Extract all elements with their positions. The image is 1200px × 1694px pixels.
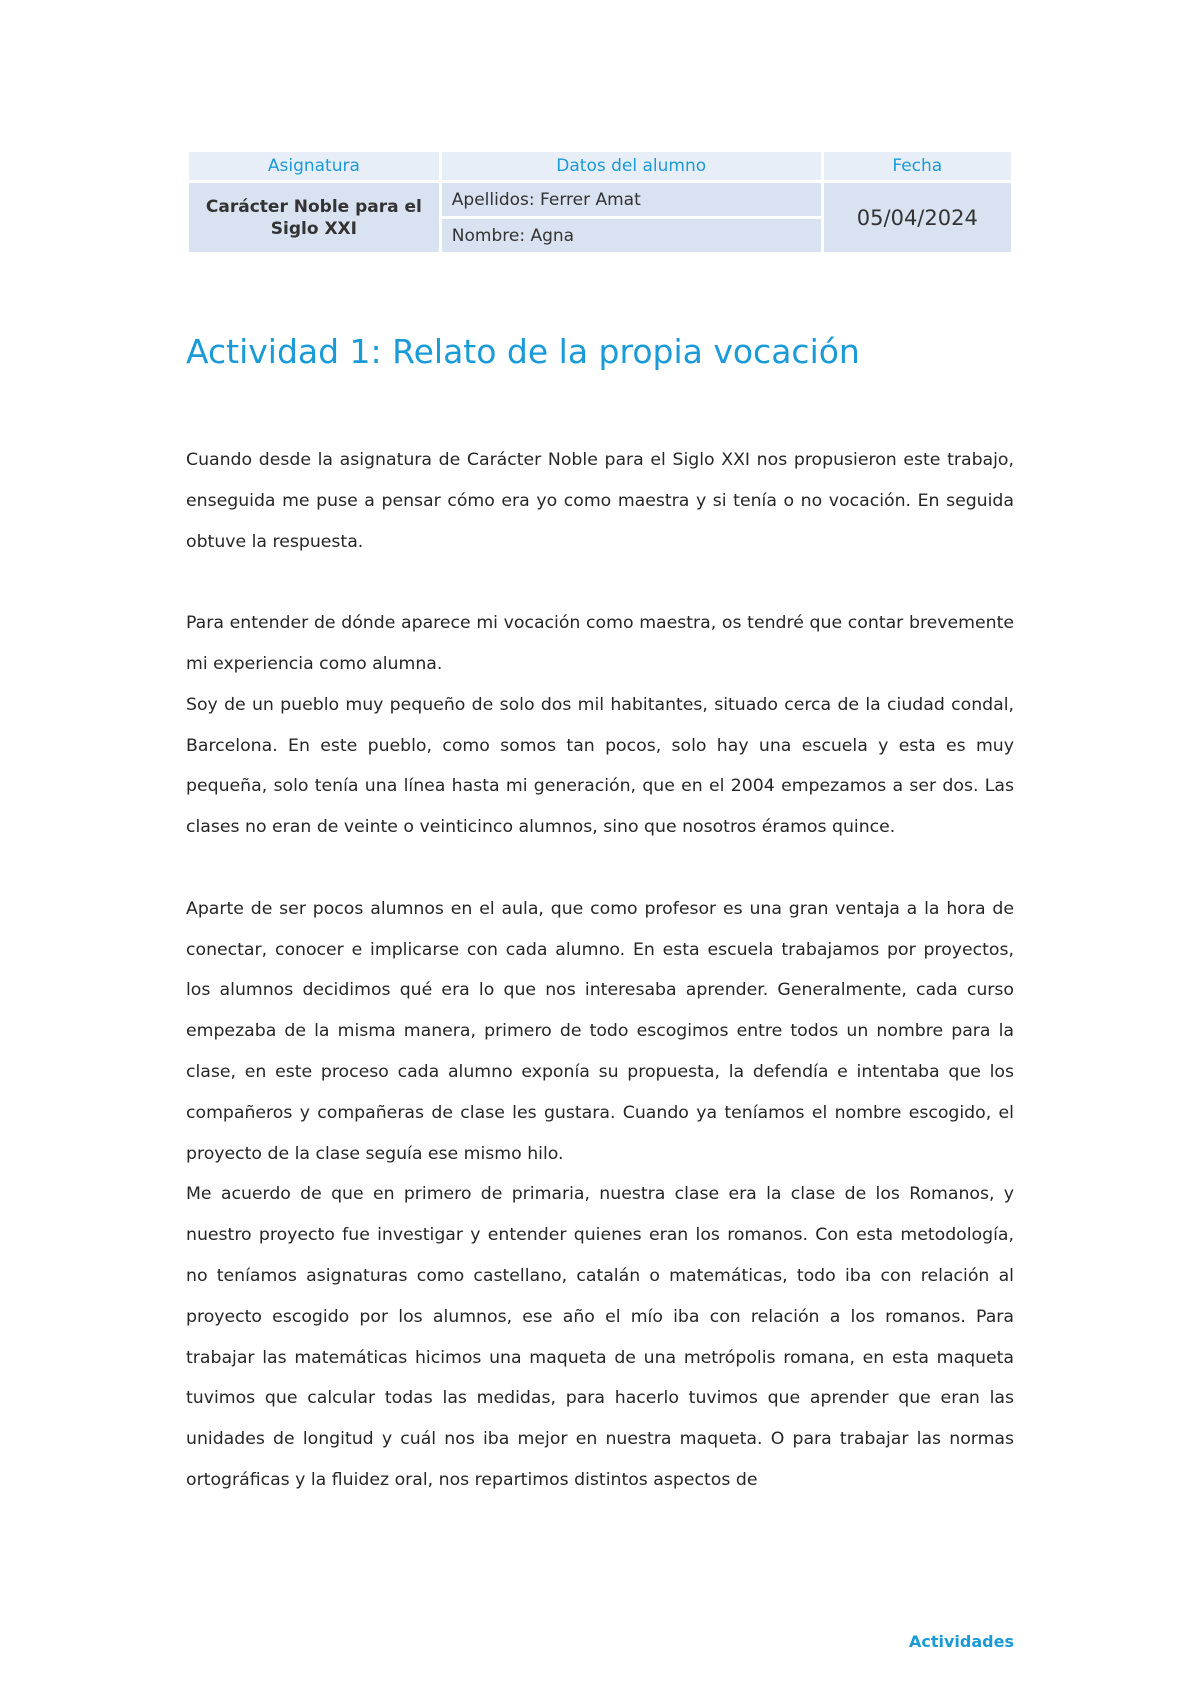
student-header: Datos del alumno [442, 152, 821, 180]
paragraph: Soy de un pueblo muy pequeño de solo dos mil habitantes, situado cerca de la ciudad condal, Barcelona. En este pueblo, como somos tan pocos, solo hay una escuela y esta es muy pequeña, solo tenía una línea hasta mi generación, que en el 2004 empezamos a ser dos. Las clases no eran de veinte o veinticinco alumnos, sino que nosotros éramos quince. [186, 694, 1014, 838]
surname-value: Apellidos: Ferrer Amat [442, 183, 821, 216]
footer-label: Actividades [909, 1632, 1014, 1651]
subject-header: Asignatura [189, 152, 439, 180]
paragraph: Aparte de ser pocos alumnos en el aula, que como profesor es una gran ventaja a la hora de conectar, conocer e implicarse con cada alumno. En esta escuela trabajamos por proyectos, los alumnos decidimos qué era lo que nos interesaba aprender. Generalmente, cada curso empezaba de la misma manera, primero de todo escogimos entre todos un nombre para la clase, en este proceso cada alumno exponía su propuesta, la defendía e intentaba que los compañeros y compañeras de clase les gustara. Cuando ya teníamos el nombre escogido, el proyecto de la clase seguía ese mismo hilo. [186, 898, 1014, 1164]
paragraph: Me acuerdo de que en primero de primaria, nuestra clase era la clase de los Romanos, y nuestro proyecto fue investigar y entender quienes eran los romanos. Con esta metodología, no teníamos asignaturas como castellano, catalán o matemáticas, todo iba con relación al proyecto escogido por los alumnos, ese año el mío iba con relación a los romanos. Para trabajar las matemáticas hicimos una maqueta de una metrópolis romana, en esta maqueta tuvimos que calcular todas las medidas, para hacerlo tuvimos que aprender que eran las unidades de longitud y cuál nos iba mejor en nuestra maqueta. O para trabajar las normas ortográficas y la fluidez oral, nos repartimos distintos aspectos de [186, 1184, 1014, 1490]
body-text [186, 440, 1014, 1501]
date-header: Fecha [824, 152, 1011, 180]
subject-value: Carácter Noble para el Siglo XXI [189, 183, 439, 252]
paragraph: Cuando desde la asignatura de Carácter Noble para el Siglo XXI nos propusieron este trabajo, enseguida me puse a pensar cómo era yo como maestra y si tenía o no vocación. En seguida obtuve la respuesta. [186, 450, 1014, 552]
paragraph: Para entender de dónde aparece mi vocación como maestra, os tendré que contar brevemente mi experiencia como alumna. [186, 613, 1014, 674]
page-title: Actividad 1: Relato de la propia vocación [186, 332, 860, 371]
date-value: 05/04/2024 [824, 183, 1011, 252]
header-table [186, 149, 1014, 255]
name-value: Nombre: Agna [442, 219, 821, 252]
